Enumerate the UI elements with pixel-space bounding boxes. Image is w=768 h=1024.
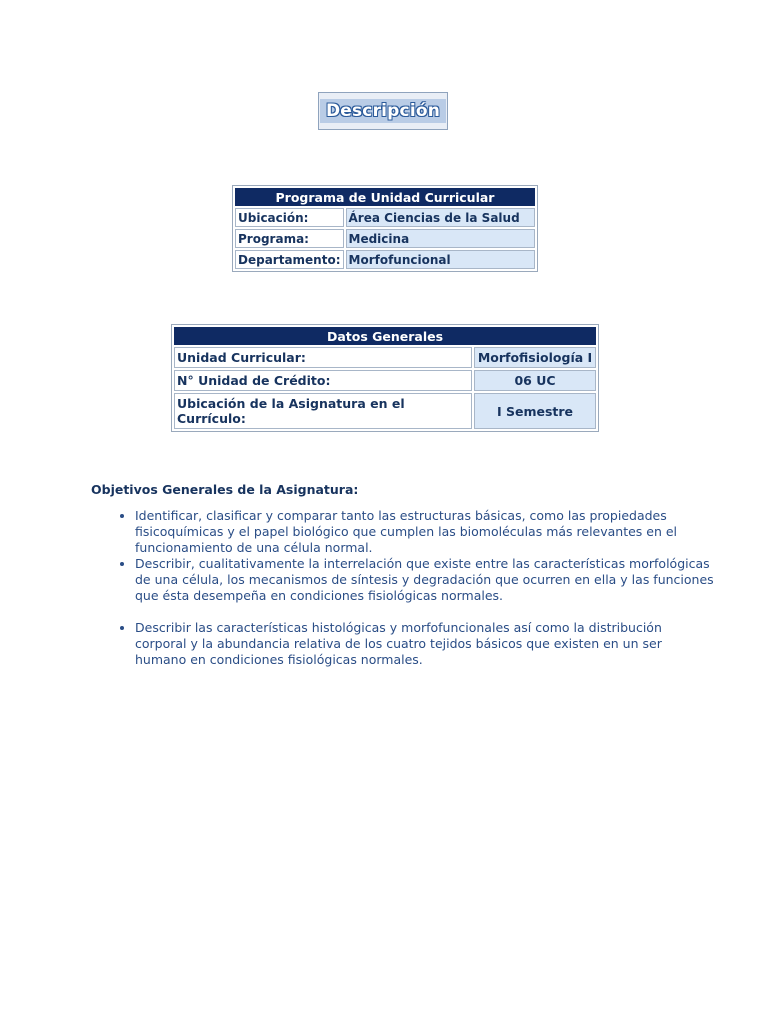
table-row bbox=[174, 370, 596, 391]
row-value: Morfofuncional bbox=[346, 250, 535, 269]
programa-header: Programa de Unidad Curricular bbox=[235, 188, 535, 206]
table-row bbox=[235, 250, 535, 269]
row-label: Ubicación de la Asignatura en el Currículo: bbox=[174, 393, 472, 429]
table-row bbox=[174, 393, 596, 429]
objetivos-title: Objetivos Generales de la Asignatura: bbox=[91, 482, 359, 497]
table-row bbox=[235, 229, 535, 248]
page-title-banner bbox=[318, 92, 448, 130]
list-item: • Identificar, clasificar y comparar tanto las estructuras básicas, como las propiedades fisicoquímicas y el papel biológico que cumplen las biomoléculas más relevantes en el funcionamiento de una célula normal. bbox=[135, 508, 715, 556]
row-label: Programa: bbox=[235, 229, 344, 248]
row-label: N° Unidad de Crédito: bbox=[174, 370, 472, 391]
row-label: Unidad Curricular: bbox=[174, 347, 472, 368]
list-item: • Describir las características histológicas y morfofuncionales así como la distribución corporal y la abundancia relativa de los cuatro tejidos básicos que existen en un ser humano en condiciones fisiológicas normales. bbox=[135, 620, 715, 668]
programa-table bbox=[232, 185, 538, 272]
table-row bbox=[174, 347, 596, 368]
row-value: 06 UC bbox=[474, 370, 596, 391]
datos-header: Datos Generales bbox=[174, 327, 596, 345]
table-row bbox=[235, 208, 535, 227]
list-item: • Describir, cualitativamente la interrelación que existe entre las características morfológicas de una célula, los mecanismos de síntesis y degradación que ocurren en ella y las funciones que ésta desempeña en condiciones fisiológicas normales. bbox=[135, 556, 715, 604]
row-label: Departamento: bbox=[235, 250, 344, 269]
row-label: Ubicación: bbox=[235, 208, 344, 227]
datos-generales-table bbox=[171, 324, 599, 432]
row-value: Morfofisiología I bbox=[474, 347, 596, 368]
page-title: Descripción bbox=[320, 99, 446, 123]
row-value: I Semestre bbox=[474, 393, 596, 429]
objetivos-list bbox=[96, 508, 715, 668]
row-value: Medicina bbox=[346, 229, 535, 248]
row-value: Área Ciencias de la Salud bbox=[346, 208, 535, 227]
